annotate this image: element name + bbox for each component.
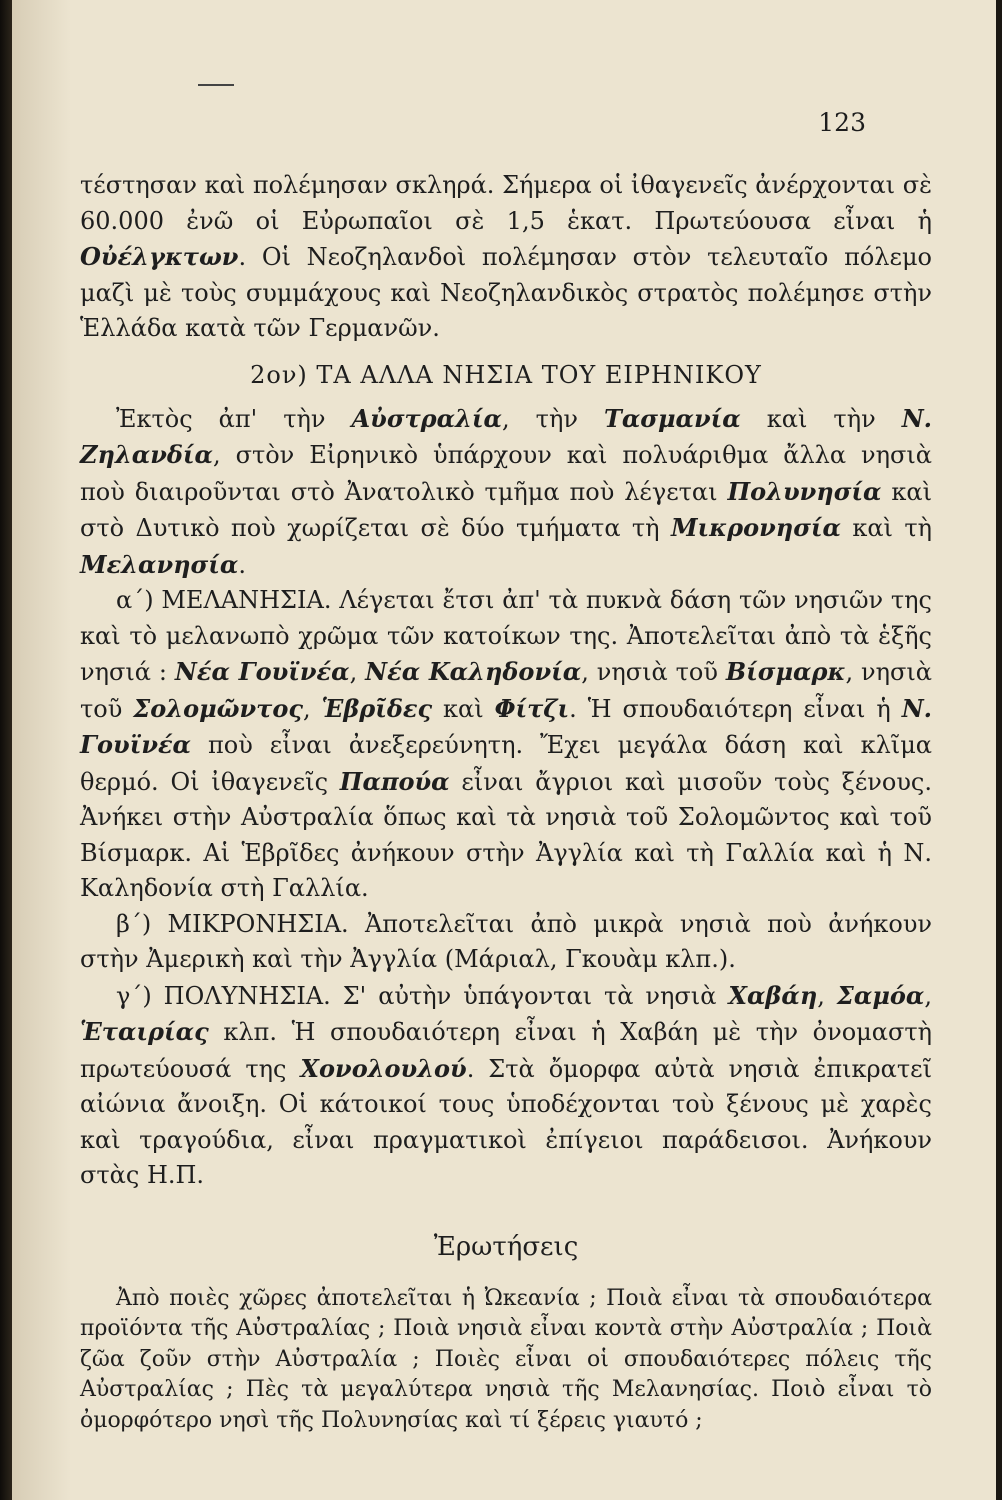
section-heading: 2ον) ΤΑ ΑΛΛΑ ΝΗΣΙΑ ΤΟΥ ΕΙΡΗΝΙΚΟΥ [250, 360, 762, 389]
text-run: , τὴν [502, 404, 604, 433]
text-run: . [238, 550, 246, 579]
text-run: . Οἱ Νεοζηλανδοὶ πολέμησαν στὸν τελευταῖο πόλεμο μαζὶ μὲ τοὺς συμμάχους καὶ Νεοζηλανδικὸς στρατὸς πολέμησε στὴν Ἑλλάδα κατὰ τῶν Γερμανῶν. [80, 243, 932, 342]
text-run: καὶ στὸ Δυτικὸ ποὺ χωρίζεται σὲ δύο τμήματα τὴ [80, 477, 932, 542]
emphasis-place: Αὐστραλία [351, 403, 503, 433]
questions-title: Ἐρωτήσεις [433, 1231, 579, 1262]
text-run: , νησιὰ τοῦ [581, 658, 726, 686]
text-run: Ἐκτὸς ἀπ' τὴν [116, 404, 352, 433]
text-run: τέστησαν καὶ πολέμησαν σκληρά. Σήμερα οἱ ἰθαγενεῖς ἀνέρχονται σὲ 60.000 ἐνῶ οἱ Εὐρωπαῖοι σὲ 1,5 ἑκατ. Πρωτεύουσα εἶναι ἡ [80, 171, 932, 235]
text-run: καὶ τὴ [840, 514, 933, 542]
emphasis-place: Πολυνησία [727, 476, 882, 506]
emphasis-place: Ν. Γουϊνέα [80, 693, 932, 759]
emphasis-place: Χαβάη [728, 980, 818, 1010]
paragraph-micronesia: β΄) ΜΙΚΡΟΝΗΣΙΑ. Ἀποτελεῖται ἀπὸ μικρὰ νησιὰ ποὺ ἀνήκουν στὴν Ἀμερικὴ καὶ τὴν Ἀγγλία (Μάριαλ, Γκουὰμ κλπ.). [80, 909, 932, 973]
emphasis-place: Νέα Γουϊνέα [174, 657, 350, 686]
text-run: . Ἡ σπουδαιότερη εἶναι ἡ [569, 694, 902, 723]
emphasis-place: Χονολουλού [300, 1053, 467, 1083]
emphasis-place: Ἑταιρίας [80, 1017, 209, 1046]
emphasis-place: Παπούα [339, 766, 450, 796]
text-run: α΄) ΜΕΛΑΝΗΣΙΑ. Λέγεται ἔτσι ἀπ' τὰ πυκνὰ δάση τῶν νησιῶν της καὶ τὸ μελανωπὸ χρῶμα τῶν κατοίκων της. Ἀποτελεῖται ἀπὸ τὰ ἑξῆς νησιά : [80, 586, 932, 686]
page-body [80, 168, 932, 1458]
text-run: , [817, 981, 837, 1010]
emphasis-place: Ἑβρῖδες [321, 693, 433, 723]
text-run: . Στὰ ὄμορφα αὐτὰ νησιὰ ἐπικρατεῖ αἰώνια ἄνοιξη. Οἱ κάτοικοί τους ὑποδέχονται τοὺ ξένους μὲ χαρὲς καὶ τραγούδια, εἶναι πραγματικοὶ ἐπίγειοι παράδεισοι. Ἀνήκουν στὰς Η.Π. [80, 1054, 932, 1189]
paragraph-polynesia [80, 978, 932, 1194]
text-run: καὶ τὴν [740, 404, 902, 433]
book-binding-edge [0, 0, 12, 1500]
paragraph-new-zealand [80, 168, 932, 347]
emphasis-place: Βίσμαρκ [725, 657, 846, 686]
questions-text: Ἀπὸ ποιὲς χῶρες ἀποτελεῖται ἡ Ὠκεανία ; Ποιὰ εἶναι τὰ σπουδαιότερα προϊόντα τῆς Αὐστραλίας ; Ποιὰ νησιὰ εἶναι κοντὰ στὴν Αὐστραλία ; Ποιὰ ζῶα ζοῦν στὴν Αὐστραλία ; Ποιὲς εἶναι οἱ σπουδαιότερες πόλεις τῆς Αὐστραλίας ; Πὲς τὰ μεγαλύτερα νησιὰ τῆς Μελανησίας. Ποιὸ εἶναι τὸ ὀμορφότερο νησὶ τῆς Πολυνησίας καὶ τί ξέρεις γιαυτό ; [80, 1285, 932, 1433]
emphasis-place: Φίτζι [494, 693, 570, 723]
top-dash-mark [198, 84, 234, 86]
emphasis-place: Σαμόα [836, 980, 925, 1010]
emphasis-place: Νέα Καληδονία [365, 657, 582, 686]
paragraph-pacific-islands [80, 401, 932, 584]
text-run: , στὸν Εἰρηνικὸ ὑπάρχουν καὶ πολυάριθμα ἄλλα νησιὰ ποὺ διαιροῦνται στὸ Ἀνατολικὸ τμῆμα ποὺ λέγεται [80, 441, 932, 506]
text-run: ποὺ εἶναι ἀνεξερεύνητη. Ἔχει μεγάλα δάση καὶ κλῖμα θερμό. Οἱ ἰθαγενεῖς [80, 731, 932, 796]
text-run: εἶναι ἄγριοι καὶ μισοῦν τοὺς ξένους. Ἀνήκει στὴν Αὐστραλία ὅπως καὶ τὰ νησιὰ τοῦ Σολομῶντος καὶ τοῦ Βίσμαρκ. Αἱ Ἑβρῖδες ἀνήκουν στὴν Ἀγγλία καὶ τὴ Γαλλία καὶ ἡ Ν. Καληδονία στὴ Γαλλία. [80, 767, 933, 902]
text-run: , [302, 694, 322, 723]
emphasis-capital: Οὐέλγκτων [80, 242, 239, 271]
text-run: καὶ [432, 694, 495, 723]
emphasis-place: Μελανησία [80, 549, 239, 579]
page-number: 123 [818, 108, 866, 137]
text-run: κλπ. Ἡ σπουδαιότερη εἶναι ἡ Χαβάη μὲ τὴν ὀνομαστὴ πρωτεύουσά της [80, 1018, 932, 1083]
text-run: , [924, 981, 932, 1010]
text-run: , νησιὰ τοῦ [80, 658, 932, 723]
text-run: , [349, 658, 366, 686]
emphasis-place: Τασμανία [603, 403, 741, 433]
emphasis-place: Ν. Ζηλανδία [80, 403, 932, 469]
emphasis-place: Μικρονησία [670, 513, 841, 542]
text-run: γ΄) ΠΟΛΥΝΗΣΙΑ. Σ' αὐτὴν ὑπάγονται τὰ νησιὰ [116, 981, 729, 1010]
paragraph-melanesia [80, 583, 932, 907]
emphasis-place: Σολομῶντος [133, 693, 303, 723]
